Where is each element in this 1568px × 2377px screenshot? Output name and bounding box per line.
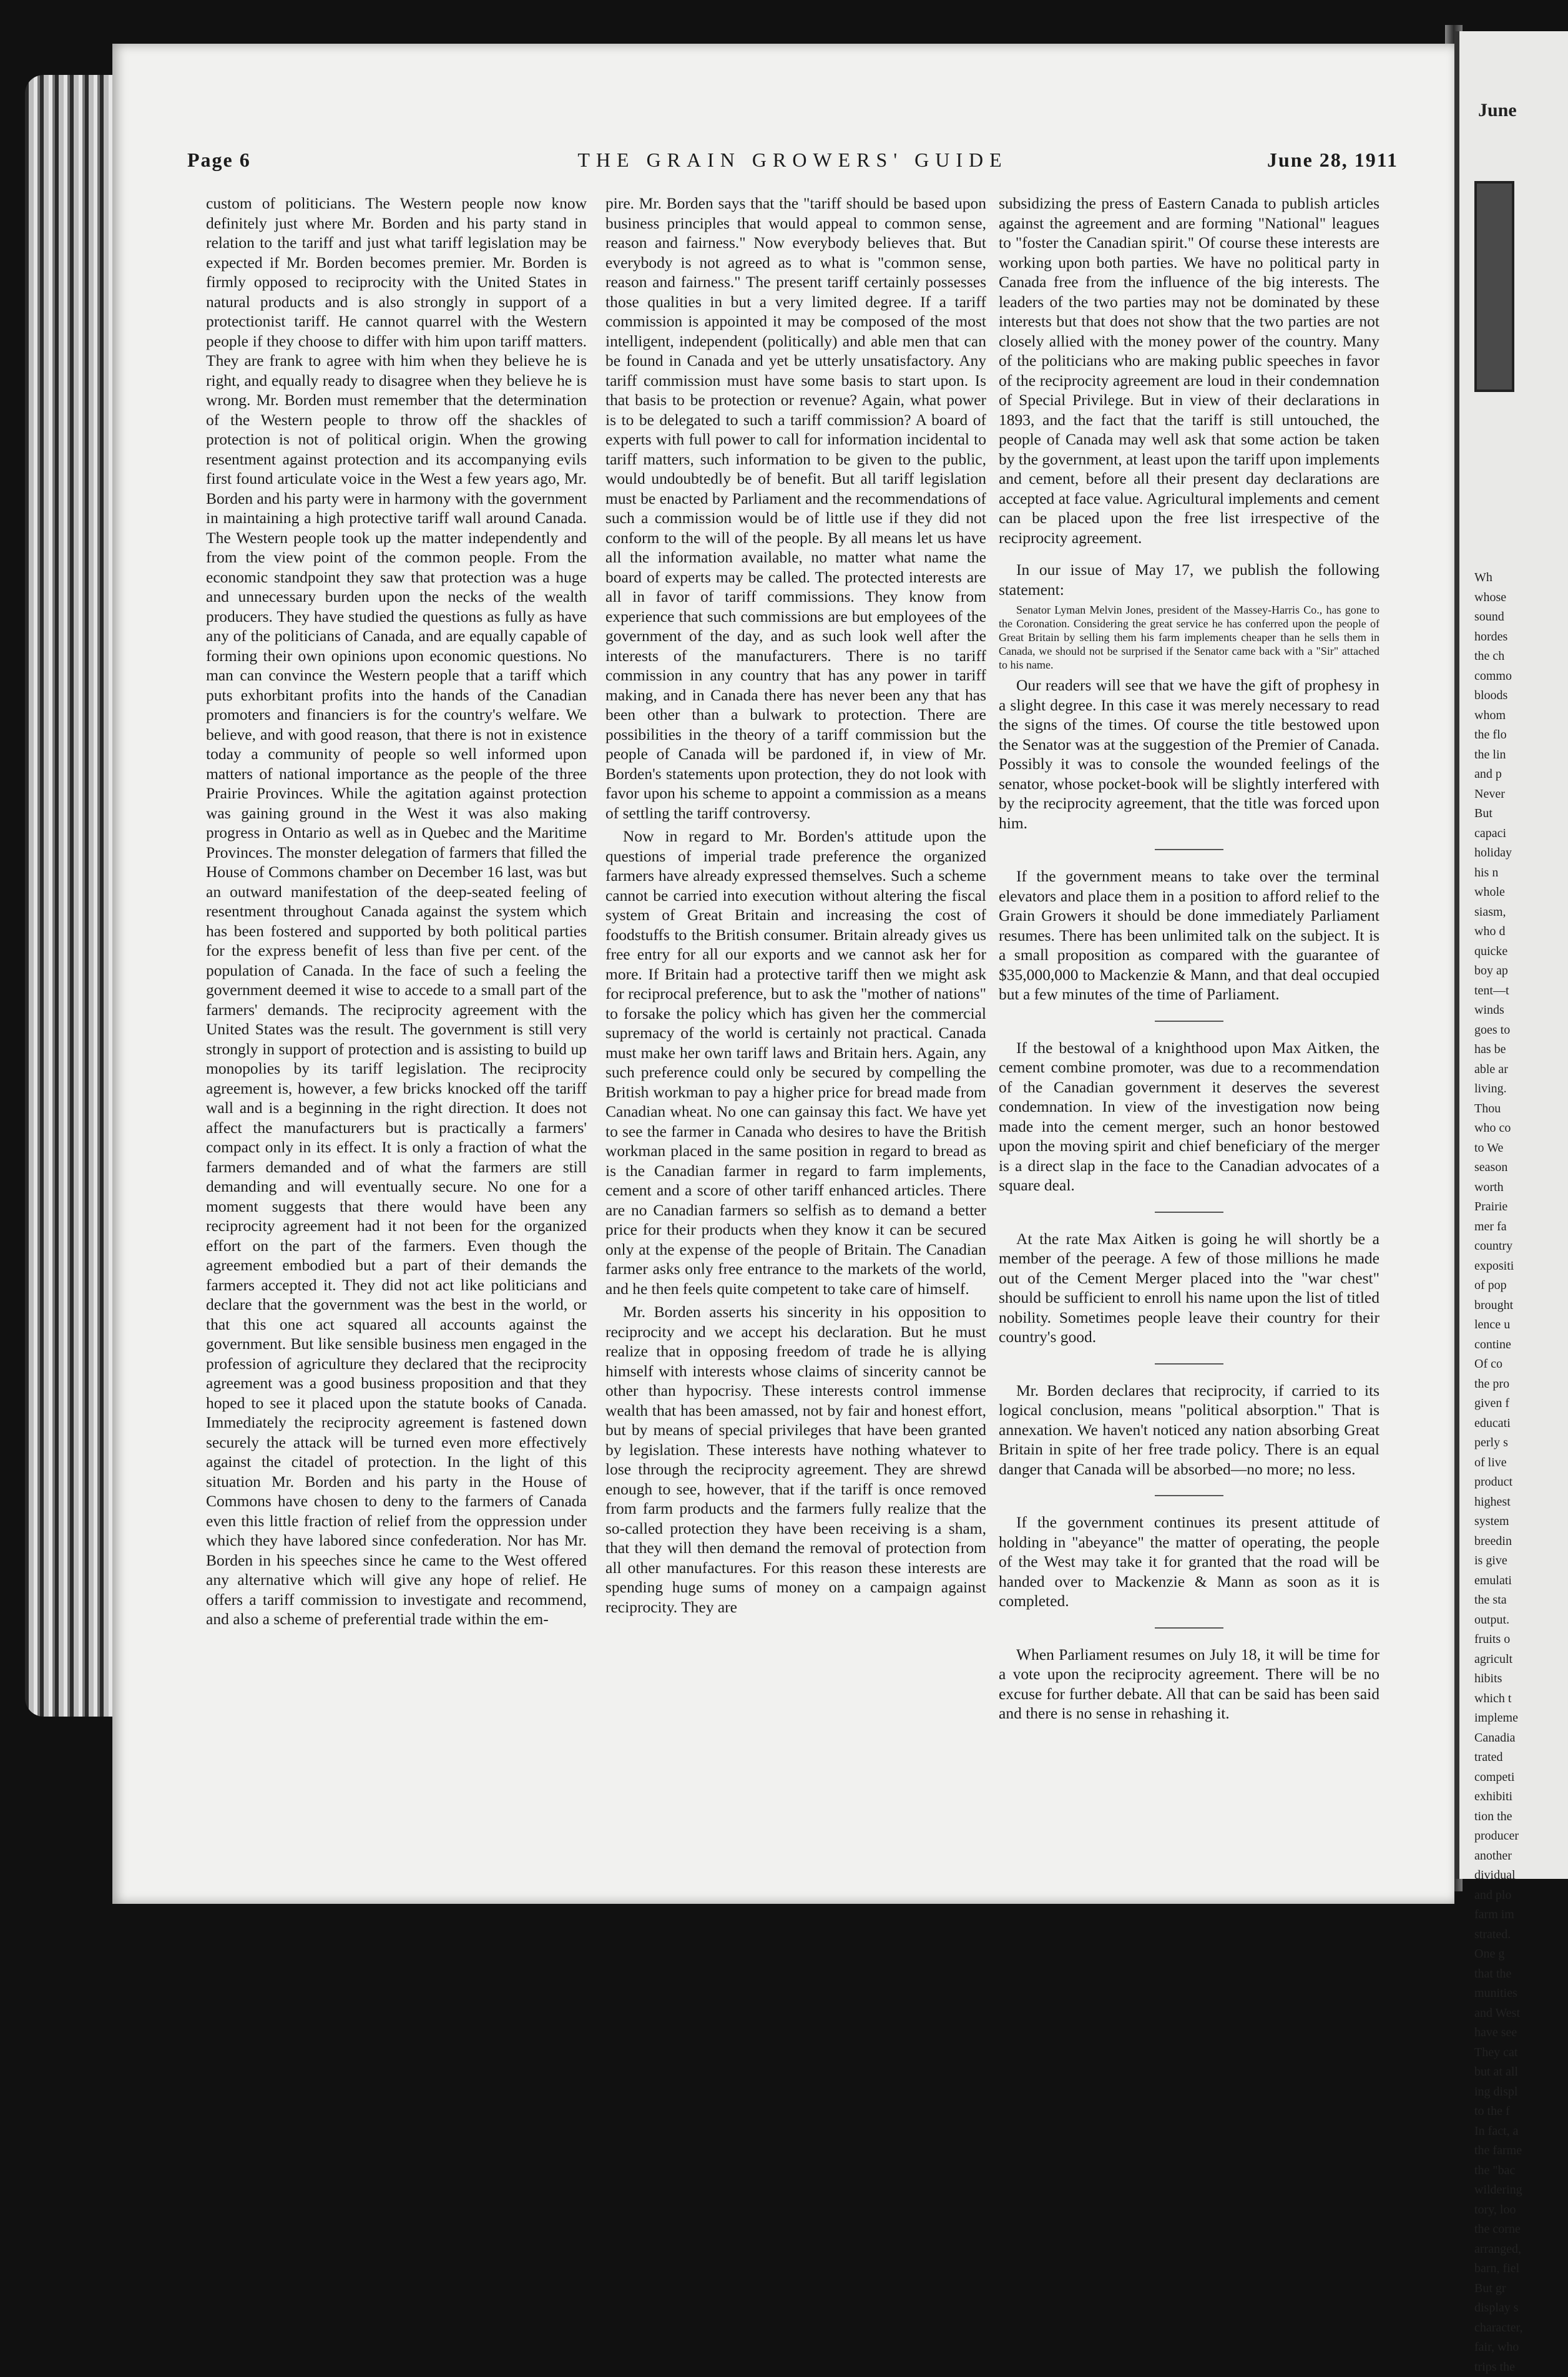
editorial-note: Mr. Borden declares that reciprocity, if carried to its logical conclusion, means "political absorption." That is annexation. We haven't noticed any nation absorbing Great Britain in spite of her free trade policy. There is an equal danger that Canada will be absorbed—no more; no less. [999, 1381, 1379, 1479]
adjacent-page-line: educati [1474, 1414, 1568, 1434]
adjacent-page-line: of live [1474, 1453, 1568, 1473]
adjacent-page-line: his n [1474, 863, 1568, 883]
editorial-note: If the government continues its present attitude of holding in "abeyance" the matter of operating, the people of the West may take it for granted that the road will be handed over to Mackenzie & Mann as soon as it is completed. [999, 1512, 1379, 1611]
adjacent-page-line: siasm, [1474, 903, 1568, 923]
adjacent-page-line: Thou [1474, 1099, 1568, 1119]
adjacent-page-line: One g [1474, 1944, 1568, 1964]
adjacent-page-line: agricult [1474, 1650, 1568, 1670]
adjacent-page-line: product [1474, 1473, 1568, 1492]
adjacent-page-line: fruits o [1474, 1630, 1568, 1650]
article-paragraph: pire. Mr. Borden says that the "tariff should be based upon business principles that would appeal to common sense, reason and fairness." Now everybody believes that. But everybody is not agreed as to what is "common sense, reason and fairness." The present tariff certainly possesses those qualities in but a very limited degree. If a tariff commission is appointed it may be composed of the most intelligent, independent (politically) and able men that can be found in Canada and yet be utterly unsatisfactory. Any tariff commission must have some basis to start upon. Is that basis to be protection or revenue? Again, what power is to be delegated to such a tariff commission? A board of experts with full power to call for information incidental to tariff matters, such information to be given to the public, would undoubtedly be of benefit. But all tariff legislation must be enacted by Parliament and the recommendations of such a commission would be of little use if they did not conform to the will of the people. By all means let us have all the information available, no matter what name the board of experts may be called. The protected interests are all in favor of tariff commissions. They know from experience that such commissions are but employees of the government of the day, and as such look well after the interests of the manufacturers. There is no tariff commission in any country that has any power in tariff making, and in Canada there has never been any that has been other than a bulwark to protection. There are possibilities in the theory of a tariff commission but the people of Canada will be pardoned if, in view of Mr. Borden's statements upon protection, they do not look with favor upon his scheme to appoint a commission as a means of settling the tariff controversy. [605, 194, 986, 823]
newspaper-page [112, 44, 1454, 1904]
adjacent-page-line: have see [1474, 2023, 1568, 2043]
adjacent-page-line: the pro [1474, 1375, 1568, 1394]
editorial-note: Our readers will see that we have the gift of prophesy in a slight degree. In this case it was merely necessary to read the signs of the times. Of course the title bestowed upon the Senator was at the suggestion of the Premier of Canada. Possibly it was to console the wounded feelings of the senator, whose pocket-book will be slightly interfered with by the reciprocity agreement, that the title was forced upon him. [999, 675, 1379, 833]
adjacent-page-line: tion the [1474, 1807, 1568, 1827]
adjacent-page-line: who d [1474, 922, 1568, 942]
adjacent-page-line: brought [1474, 1296, 1568, 1316]
adjacent-page-line: holiday [1474, 843, 1568, 863]
divider [1155, 1363, 1223, 1365]
page-header [187, 149, 1398, 186]
adjacent-page-line: impleme [1474, 1708, 1568, 1728]
adjacent-page-line: that the [1474, 1964, 1568, 1984]
adjacent-page-line: winds [1474, 1001, 1568, 1021]
issue-date: June 28, 1911 [1267, 149, 1398, 172]
adjacent-page-column [1474, 568, 1568, 2377]
editorial-note: At the rate Max Aitken is going he will shortly be a member of the peerage. A few of those millions he made out of the Cement Merger placed into the "war chest" should be sufficient to enroll his name upon the list of titled nobility. Sometimes people leave their country for their country's good. [999, 1229, 1379, 1347]
adjacent-page-line: the sta [1474, 1590, 1568, 1610]
adjacent-page-line: worth [1474, 1178, 1568, 1198]
adjacent-page-line: commo [1474, 667, 1568, 687]
adjacent-page-line: sound [1474, 607, 1568, 627]
adjacent-page-line: the lin [1474, 745, 1568, 765]
adjacent-page-line: expositi [1474, 1257, 1568, 1277]
quoted-statement: Senator Lyman Melvin Jones, president of the Massey-Harris Co., has gone to the Coronation. Considering the great service he has conferred upon the people of Great Britain by selling them his farm implements cheaper than he sells them in Canada, we should not be surprised if the Senator came back with a "Sir" attached to his name. [999, 603, 1379, 672]
adjacent-page-line: the ch [1474, 647, 1568, 667]
adjacent-page-line: season [1474, 1158, 1568, 1178]
adjacent-page-line: living. [1474, 1079, 1568, 1099]
adjacent-page-line: goes to [1474, 1021, 1568, 1041]
adjacent-page-line: wildering [1474, 2180, 1568, 2200]
divider [1155, 1495, 1223, 1496]
adjacent-page-line: farm im [1474, 1905, 1568, 1925]
adjacent-page-line: tent—t [1474, 981, 1568, 1001]
adjacent-page-line: able ar [1474, 1060, 1568, 1080]
adjacent-page-line: munities [1474, 1984, 1568, 2004]
adjacent-page-line: has be [1474, 1040, 1568, 1060]
adjacent-page-line: bloods [1474, 686, 1568, 706]
adjacent-page-line: character, [1474, 2318, 1568, 2338]
adjacent-page-line: tory, loo [1474, 2200, 1568, 2220]
adjacent-page-line: the farme [1474, 2141, 1568, 2161]
adjacent-page-line: to the f [1474, 2102, 1568, 2122]
adjacent-page-line: who co [1474, 1119, 1568, 1139]
column-1 [206, 194, 587, 1633]
editorial-note: If the bestowal of a knighthood upon Max Aitken, the cement combine promoter, was due to a recommendation of the Canadian government it deserves the severest condemnation. In view of the investigation now being made into the cement merger, such an honor bestowed upon the moving spirit and chief beneficiary of the merger is a direct slap in the face to the Canadian advocates of a square deal. [999, 1038, 1379, 1195]
divider [1155, 849, 1223, 850]
page-number: Page 6 [187, 149, 251, 172]
adjacent-page-line: competi [1474, 1768, 1568, 1788]
adjacent-page-line: the flo [1474, 725, 1568, 745]
adjacent-page-line: They cat [1474, 2043, 1568, 2063]
adjacent-page-line: producer [1474, 1826, 1568, 1846]
adjacent-page-line: and West [1474, 2004, 1568, 2024]
adjacent-page-line: strated. [1474, 1925, 1568, 1945]
adjacent-page-line: mer fa [1474, 1217, 1568, 1237]
adjacent-page-line: trated [1474, 1748, 1568, 1768]
adjacent-page-line: Prairie [1474, 1197, 1568, 1217]
adjacent-page-line: Canadia [1474, 1728, 1568, 1748]
adjacent-page-line: fair, who [1474, 2338, 1568, 2358]
divider [1155, 1212, 1223, 1213]
adjacent-page-line: whose [1474, 588, 1568, 608]
adjacent-page-line: which t [1474, 1689, 1568, 1709]
column-2 [605, 194, 986, 1620]
adjacent-page-line: In fact, a [1474, 2122, 1568, 2142]
adjacent-page-line: arranged, [1474, 2240, 1568, 2260]
adjacent-page-line: ing displ [1474, 2082, 1568, 2102]
adjacent-page-line: output. [1474, 1610, 1568, 1630]
adjacent-page-line: emulati [1474, 1571, 1568, 1591]
adjacent-page-line: capaci [1474, 824, 1568, 844]
adjacent-page-line: Of co [1474, 1355, 1568, 1375]
editorial-note: If the government means to take over the terminal elevators and place them in a position to afford relief to the Grain Growers it should be done immediately Parliament resumes. There has been unlimited talk on the subject. It is a small proposition as compared with the guarantee of $35,000,000 to Mackenzie & Mann, and that deal occupied but a few minutes of the time of Parliament. [999, 866, 1379, 1004]
adjacent-page-line: lence u [1474, 1315, 1568, 1335]
adjacent-page-line: the corne [1474, 2220, 1568, 2240]
adjacent-page-line: but at all [1474, 2062, 1568, 2082]
adjacent-page-line: and plo [1474, 1886, 1568, 1906]
adjacent-page-line: But gr [1474, 2279, 1568, 2299]
adjacent-page-line: is give [1474, 1551, 1568, 1571]
adjacent-page-line: system [1474, 1512, 1568, 1532]
divider [1155, 1021, 1223, 1022]
adjacent-page-line: dividual [1474, 1866, 1568, 1886]
adjacent-page-line: whom [1474, 706, 1568, 726]
editorial-note: In our issue of May 17, we publish the following statement: [999, 560, 1379, 599]
adjacent-page-line: boy ap [1474, 961, 1568, 981]
adjacent-page-line: given f [1474, 1394, 1568, 1414]
adjacent-page [1454, 31, 1568, 1879]
adjacent-page-line: hibits [1474, 1669, 1568, 1689]
adjacent-page-line: quicke [1474, 942, 1568, 962]
adjacent-page-line: contine [1474, 1335, 1568, 1355]
adjacent-page-photo [1474, 181, 1514, 392]
adjacent-page-line: breedin [1474, 1532, 1568, 1552]
adjacent-page-line: country [1474, 1237, 1568, 1257]
adjacent-page-header: June [1478, 100, 1517, 121]
adjacent-page-line: another [1474, 1846, 1568, 1866]
article-paragraph: subsidizing the press of Eastern Canada to publish articles against the agreement and are forming "National" leagues to "foster the Canadian spirit." Of course these interests are working upon both parties. We have no political party in Canada free from the influence of the big interests. The leaders of the two parties may not be dominated by these interests but that does not show that the two parties are not closely allied with the money power of the country. Many of the politicians who are making public speeches in favor of the reciprocity agreement are loud in their condemnation of Special Privilege. But in view of their declarations in 1893, and the fact that the tariff is still untouched, the people of Canada may well ask that some action be taken by the government, at least upon the tariff upon implements and cement, before all their present day declarations are accepted at face value. Agricultural implements and cement can be placed upon the free list irrespective of the reciprocity agreement. [999, 194, 1379, 547]
adjacent-page-line: barn, fiel [1474, 2259, 1568, 2279]
adjacent-page-line: But [1474, 804, 1568, 824]
editorial-note: When Parliament resumes on July 18, it will be time for a vote upon the reciprocity agreement. There will be no excuse for further debate. All that can be said has been said and there is no sense in rehashing it. [999, 1645, 1379, 1723]
adjacent-page-line: trips the [1474, 2358, 1568, 2377]
adjacent-page-line: the "bac [1474, 2161, 1568, 2181]
adjacent-page-line: of pop [1474, 1276, 1568, 1296]
adjacent-page-line: whole [1474, 883, 1568, 903]
adjacent-page-line: hordes [1474, 627, 1568, 647]
publication-title: THE GRAIN GROWERS' GUIDE [187, 149, 1398, 172]
divider [1155, 1627, 1223, 1629]
article-paragraph: Now in regard to Mr. Borden's attitude upon the questions of imperial trade preference the organized farmers have already expressed themselves. Such a scheme cannot be carried into execution without altering the fiscal system of Great Britain and increasing the cost of foodstuffs to the British consumer. Britain already gives us free entry for all our exports and we cannot ask her for more. If Britain had a protective tariff then we might ask for reciprocal preference, but to ask the "mother of nations" to forsake the policy which has given her the commercial supremacy of the world is certainly not practical. Canada must make her own tariff laws and Britain hers. Again, any such preference could only be secured by compelling the British workman to pay a higher price for bread made from Canadian wheat. No one can gainsay this fact. We have yet to see the farmer in Canada who desires to have the British workman placed in the same position in regard to bread as is the Canadian farmer in regard to farm implements, cement and a score of other tariff enhanced articles. There are no Canadian farmers so selfish as to demand a better price for their products when they know it can be secured only at the expense of the people of Britain. The Canadian farmer asks only free entrance to the markets of the world, and he then feels quite competent to take care of himself. [605, 826, 986, 1298]
column-3 [999, 194, 1379, 1727]
adjacent-page-line: to We [1474, 1139, 1568, 1159]
adjacent-page-line: Never [1474, 785, 1568, 805]
article-paragraph: custom of politicians. The Western people now know definitely just where Mr. Borden and his party stand in relation to the tariff and just what tariff legislation may be expected if Mr. Borden becomes premier. Mr. Borden is firmly opposed to reciprocity with the United States in natural products and is also strongly in support of a protectionist tariff. He cannot quarrel with the Western people if they choose to differ with him upon tariff matters. They are frank to agree with him when they believe he is right, and equally ready to disagree when they believe he is wrong. Mr. Borden must remember that the determination of the Western people to throw off the shackles of protection is not of political origin. When the growing resentment against protection and its accompanying evils first found articulate voice in the West a few years ago, Mr. Borden and his party were in harmony with the government in maintaining a high protective tariff wall around Canada. The Western people took up the matter independently and from the view point of the common people. From the economic standpoint they saw that protection was a huge and unnecessary burden upon the necks of the wealth producers. They have studied the questions as fully as have any of the politicians of Canada, and are equally capable of forming their own opinions upon economic questions. No man can convince the Western people that a tariff which puts exhorbitant profits into the hands of the Canadian promoters and financiers is for the country's welfare. We believe, and with good reason, that there is not in existence today a community of people so well informed upon matters of national importance as the people of the three Prairie Provinces. While the agitation against protection was gaining ground in the West it was also making progress in Ontario as well as in Quebec and the Maritime Provinces. The monster delegation of farmers that filled the House of Commons chamber on December 16 last, was but an outward manifestation of the deep-seated feeling of resentment throughout Canada against the system which has been fostered and supported by both political parties for the express benefit of less than five per cent. of the population of Canada. In the face of such a feeling the government deemed it wise to accede to a small part of the farmers' demands. The reciprocity agreement with the United States was the result. The government is still very strongly in support of protection and is assisting to build up monopolies by its tariff legislation. The reciprocity agreement is, however, a few bricks knocked off the tariff wall and is a beginning in the right direction. It does not affect the manufacturers but is practically a farmers' compact only in its effect. It is only a fraction of what the farmers demanded and of what the farmers are still demanding and will eventually secure. No one for a moment suggests that there would have been any reciprocity agreement had it not been for the organized effort on the part of the farmers. Even though the agreement embodied but a part of their demands the farmers accepted it. They did not act like politicians and declare that the government was the best in the world, or that this one act squared all accounts against the government. But like sensible business men engaged in the profession of agriculture they declared that the reciprocity agreement was a good business proposition and that they hoped to see it placed upon the statute books of Canada. Immediately the reciprocity agreement is fastened down securely the attack will be turned even more effectively against the citadel of protection. In the light of this situation Mr. Borden and his party in the House of Commons have chosen to deny to the farmers of Canada even this little fraction of relief from the oppression under which they have labored since confederation. Nor has Mr. Borden in his speeches since he came to the West offered any alternative which will give any hope of relief. He offers a tariff commission to investigate and recommend, and also a scheme of preferential trade within the em- [206, 194, 587, 1629]
adjacent-page-line: perly s [1474, 1433, 1568, 1453]
adjacent-page-line: highest [1474, 1492, 1568, 1512]
adjacent-page-line: display s [1474, 2298, 1568, 2318]
adjacent-page-line: exhibiti [1474, 1787, 1568, 1807]
article-paragraph: Mr. Borden asserts his sincerity in his opposition to reciprocity and we accept his declaration. But he must realize that in opposing freedom of trade he is allying himself with interests whose claims of sincerity cannot be other than hypocrisy. These interests control immense wealth that has been amassed, not by fair and honest effort, but by means of special privileges that have been granted by legislation. These interests have nothing whatever to lose through the reciprocity agreement. They are shrewd enough to see, however, that if the tariff is once removed from farm products and the farmers fully realize that the so-called protection they have been receiving is a sham, that they will then demand the removal of protection from all other manufactures. For this reason these interests are spending huge sums of money on a campaign against reciprocity. They are [605, 1302, 986, 1617]
adjacent-page-line: Wh [1474, 568, 1568, 588]
adjacent-page-line: and p [1474, 765, 1568, 785]
